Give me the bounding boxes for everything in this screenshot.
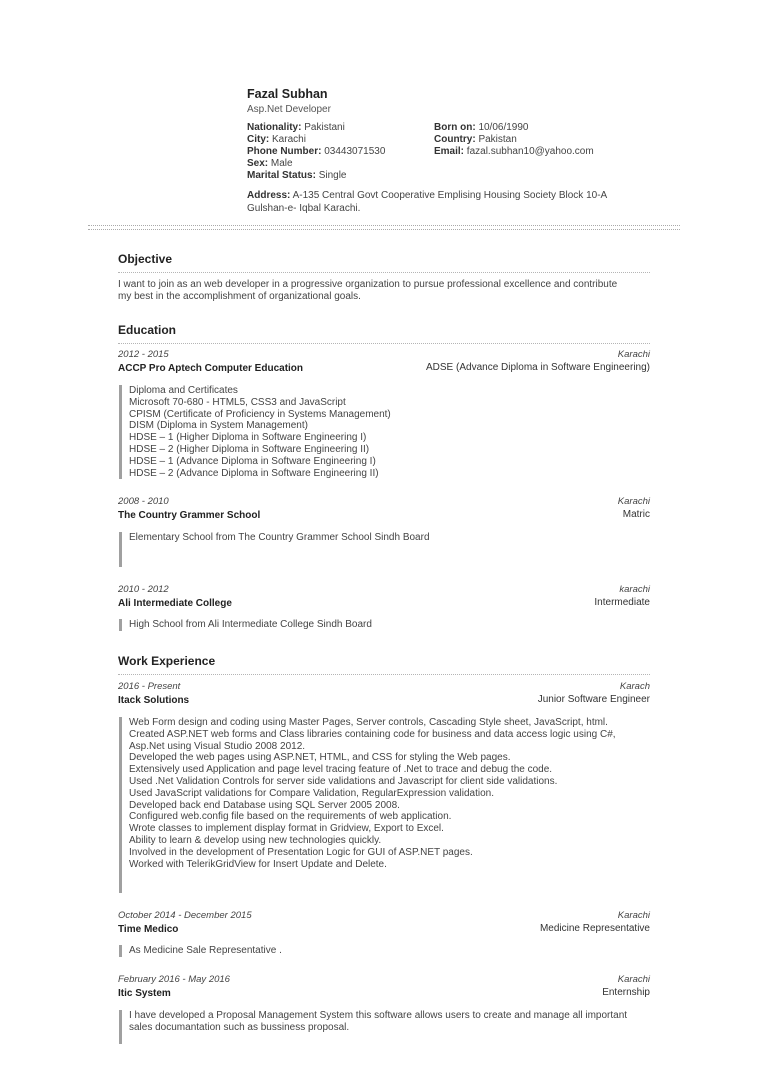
entry-location: Karachi (617, 974, 650, 985)
born-label: Born on: (434, 122, 476, 133)
description-line: Microsoft 70-680 - HTML5, CSS3 and JavaScript (129, 396, 346, 408)
description-line: Involved in the development of Presentation Logic for GUI of ASP.NET pages. (129, 846, 473, 858)
entry-organization: The Country Grammer School (118, 510, 261, 521)
entry-description (119, 532, 650, 567)
sex-value: Male (270, 158, 293, 169)
born-row (434, 122, 621, 134)
description-line: HDSE – 2 (Higher Diploma in Software Engineering II) (129, 443, 370, 455)
country-label: Country: (434, 134, 476, 145)
city-row (247, 134, 434, 146)
section-title-objective: Objective (118, 252, 173, 266)
section-title-work: Work Experience (118, 654, 216, 668)
objective-text (118, 279, 650, 302)
description-line: HDSE – 2 (Advance Diploma in Software Engineering II) (129, 467, 379, 479)
description-line: I have developed a Proposal Management System this software allows users to create and manage all important (129, 1010, 628, 1021)
marital-label: Marital Status: (247, 170, 316, 181)
entry-description (119, 717, 650, 893)
section-title-education: Education (118, 323, 177, 337)
description-line: Used .Net Validation Controls for server side validations and Javascript for client side validations. (129, 775, 558, 787)
sex-row (247, 158, 434, 170)
candidate-role: Asp.Net Developer (247, 104, 331, 115)
nationality-row (247, 122, 434, 134)
entry-date: February 2016 - May 2016 (118, 974, 230, 985)
description-line: Used JavaScript validations for Compare Validation, RegularExpression validation. (129, 787, 494, 799)
work-entry (118, 910, 650, 957)
entry-organization: Itic System (118, 988, 171, 999)
description-line: HDSE – 1 (Higher Diploma in Software Engineering I) (129, 432, 367, 444)
description-line: sales documantation such as bussiness proposal. (129, 1021, 350, 1033)
email-value: fazal.subhan10@yahoo.com (466, 146, 594, 157)
objective-line-2: my best in the accomplishment of organizational goals. (118, 290, 361, 302)
address-label: Address: (247, 190, 291, 201)
education-entry (118, 349, 650, 479)
description-line: Wrote classes to implement display format in Gridview, Export to Excel. (129, 823, 444, 835)
objective-section (118, 251, 650, 302)
description-line: As Medicine Sale Representative . (129, 945, 282, 956)
header-divider (88, 225, 680, 230)
personal-info-left (247, 122, 434, 182)
description-line: Elementary School from The Country Grammer School Sindh Board (129, 532, 430, 543)
email-row (434, 146, 621, 158)
address-line-1: A-135 Central Govt Cooperative Emplising Housing Society Block 10-A (292, 190, 608, 201)
country-row (434, 134, 621, 146)
entry-date: 2010 - 2012 (118, 584, 169, 595)
entry-location: Karach (619, 681, 650, 692)
nationality-label: Nationality: (247, 122, 302, 133)
entry-degree: Intermediate (594, 597, 650, 608)
phone-value: 03443071530 (324, 146, 386, 157)
entry-organization: Ali Intermediate College (118, 598, 232, 609)
education-entry (118, 496, 650, 567)
description-line: High School from Ali Intermediate College Sindh Board (129, 619, 372, 630)
born-value: 10/06/1990 (478, 122, 529, 133)
work-entry (118, 974, 650, 1044)
entry-organization: Itack Solutions (118, 695, 190, 706)
section-divider (118, 674, 650, 675)
resume-header (247, 86, 667, 215)
entry-organization: Time Medico (118, 924, 179, 935)
personal-info-right (434, 122, 621, 182)
marital-row (247, 170, 434, 182)
description-line: CPISM (Certificate of Proficiency in Systems Management) (129, 408, 391, 420)
entry-description (119, 385, 650, 479)
description-line: Extensively used Application and page level tracing feature of .Net to trace and debug the code. (129, 764, 553, 776)
email-label: Email: (434, 146, 465, 157)
entry-date: October 2014 - December 2015 (118, 910, 252, 921)
work-entry (118, 681, 650, 893)
city-value: Karachi (272, 134, 306, 145)
candidate-name: Fazal Subhan (247, 87, 328, 101)
entry-description (119, 945, 650, 957)
entry-degree: Matric (622, 509, 650, 520)
entry-header (118, 681, 650, 709)
entry-location: karachi (619, 584, 650, 595)
phone-label: Phone Number: (247, 146, 322, 157)
entry-degree: ADSE (Advance Diploma in Software Engineering) (426, 362, 650, 373)
personal-info (247, 122, 667, 182)
description-line: Ability to learn & develop using new technologies quickly. (129, 834, 382, 846)
description-line: Configured web.config file based on the requirements of web application. (129, 811, 452, 823)
section-divider (118, 272, 650, 273)
education-entry (118, 584, 650, 631)
description-line: Asp.Net using Visual Studio 2008 2012. (129, 740, 306, 752)
description-line: HDSE – 1 (Advance Diploma in Software Engineering I) (129, 455, 376, 467)
work-section (118, 653, 650, 675)
education-section (118, 322, 650, 344)
entry-header (118, 910, 650, 938)
entry-position: Enternship (602, 987, 650, 998)
entry-date: 2012 - 2015 (118, 349, 169, 360)
marital-value: Single (318, 170, 347, 181)
entry-date: 2016 - Present (118, 681, 181, 692)
description-line: Developed back end Database using SQL Server 2005 2008. (129, 799, 400, 811)
description-line: Diploma and Certificates (129, 385, 238, 396)
entry-header (118, 584, 650, 612)
objective-line-1: I want to join as an web developer in a progressive organization to pursue professional excellence and contribute (118, 279, 618, 290)
description-line: Developed the web pages using ASP.NET, HTML, and CSS for styling the Web pages. (129, 752, 511, 764)
description-line: Created ASP.NET web forms and Class libraries containing code for business and data access logic using C#, (129, 728, 616, 740)
entry-location: Karachi (617, 910, 650, 921)
entry-location: Karachi (617, 349, 650, 360)
entry-date: 2008 - 2010 (118, 496, 169, 507)
entry-location: Karachi (617, 496, 650, 507)
entry-header (118, 349, 650, 377)
entry-header (118, 496, 650, 524)
description-line: Worked with TelerikGridView for Insert Update and Delete. (129, 858, 387, 870)
address (247, 190, 647, 215)
description-line: DISM (Diploma in System Management) (129, 420, 308, 432)
entry-organization: ACCP Pro Aptech Computer Education (118, 363, 304, 374)
sex-label: Sex: (247, 158, 269, 169)
address-line-2: Gulshan-e- Iqbal Karachi. (247, 202, 361, 214)
entry-description (119, 619, 650, 631)
entry-description (119, 1010, 650, 1044)
entry-position: Medicine Representative (539, 923, 650, 934)
entry-position: Junior Software Engineer (537, 694, 650, 705)
entry-header (118, 974, 650, 1002)
description-line: Web Form design and coding using Master Pages, Server controls, Cascading Style sheet, JavaScript, html. (129, 717, 608, 728)
city-label: City: (247, 134, 270, 145)
country-value: Pakistan (478, 134, 517, 145)
phone-row (247, 146, 434, 158)
nationality-value: Pakistani (304, 122, 345, 133)
section-divider (118, 343, 650, 344)
